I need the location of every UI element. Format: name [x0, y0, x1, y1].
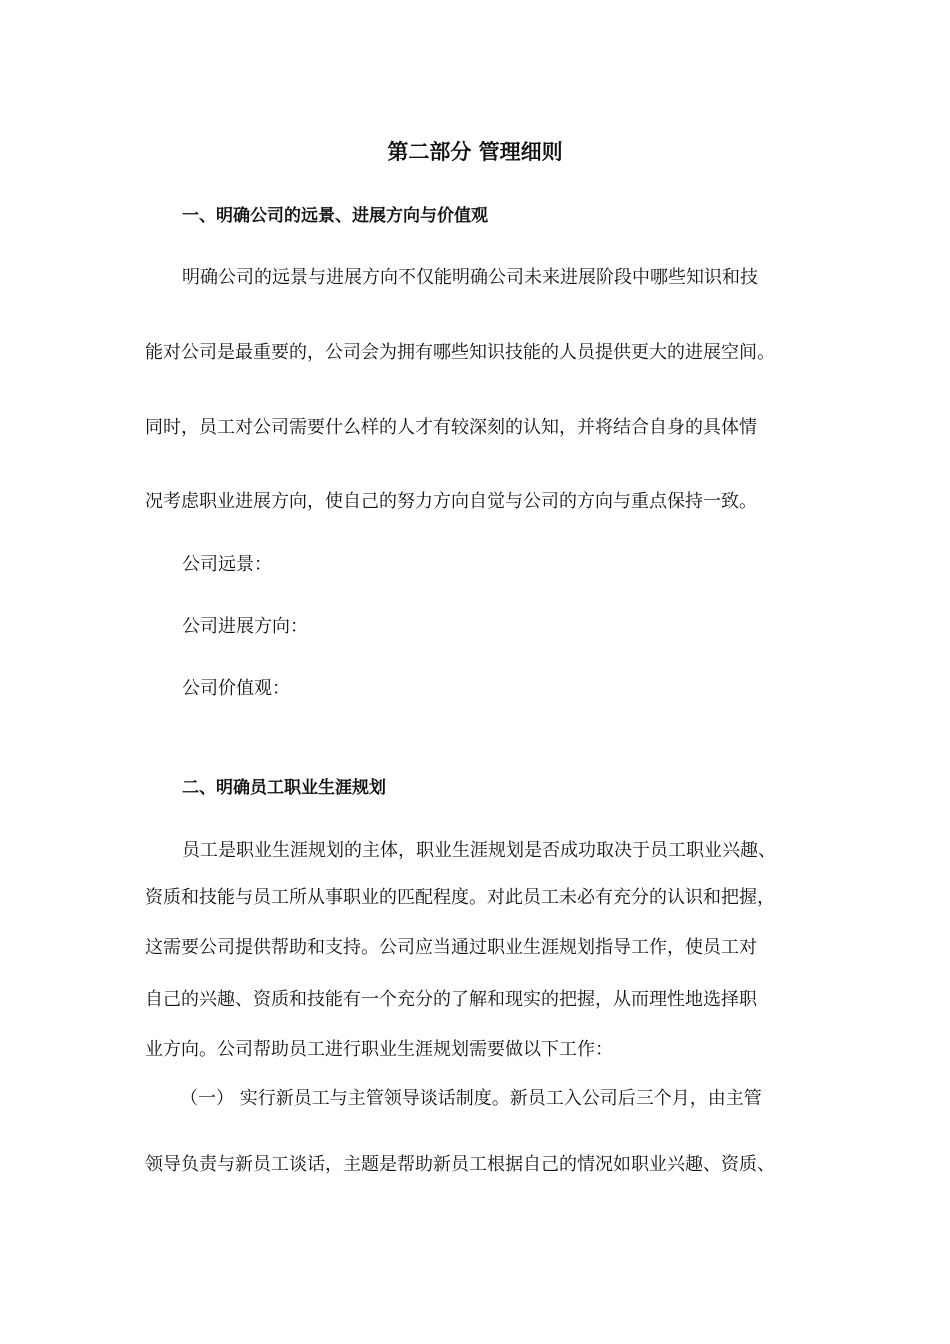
page-title: 第二部分 管理细则	[387, 140, 563, 164]
subitem-1-line: 领导负责与新员工谈话，主题是帮助新员工根据自己的情况如职业兴趣、资质、	[145, 1154, 775, 1175]
subitem-1-line: （一） 实行新员工与主管领导谈话制度。新员工入公司后三个月，由主管	[180, 1088, 762, 1109]
section-2-paragraph-line: 这需要公司提供帮助和支持。公司应当通过职业生涯规划指导工作，使员工对	[145, 937, 757, 958]
section-1-paragraph-line: 同时，员工对公司需要什么样的人才有较深刻的认知，并将结合自身的具体情	[145, 417, 757, 438]
section-2-heading: 二、明确员工职业生涯规划	[182, 778, 386, 798]
section-2-paragraph-line: 资质和技能与员工所从事职业的匹配程度。对此员工未必有充分的认识和把握，	[145, 887, 775, 908]
section-2-paragraph-line: 员工是职业生涯规划的主体，职业生涯规划是否成功取决于员工职业兴趣、	[182, 840, 776, 861]
section-2-paragraph-line: 自己的兴趣、资质和技能有一个充分的了解和现实的把握，从而理性地选择职	[145, 989, 757, 1010]
company-vision-label: 公司远景：	[182, 554, 272, 575]
section-2-paragraph-line: 业方向。公司帮助员工进行职业生涯规划需要做以下工作：	[145, 1039, 613, 1060]
company-values-label: 公司价值观：	[182, 678, 290, 699]
section-1-heading: 一、明确公司的远景、进展方向与价值观	[182, 206, 488, 226]
section-1-paragraph-line: 能对公司是最重要的，公司会为拥有哪些知识技能的人员提供更大的进展空间。	[145, 342, 775, 363]
section-1-paragraph-line: 明确公司的远景与进展方向不仅能明确公司未来进展阶段中哪些知识和技	[182, 267, 758, 288]
company-direction-label: 公司进展方向：	[182, 616, 308, 637]
section-1-paragraph-line: 况考虑职业进展方向，使自己的努力方向自觉与公司的方向与重点保持一致。	[145, 491, 757, 512]
